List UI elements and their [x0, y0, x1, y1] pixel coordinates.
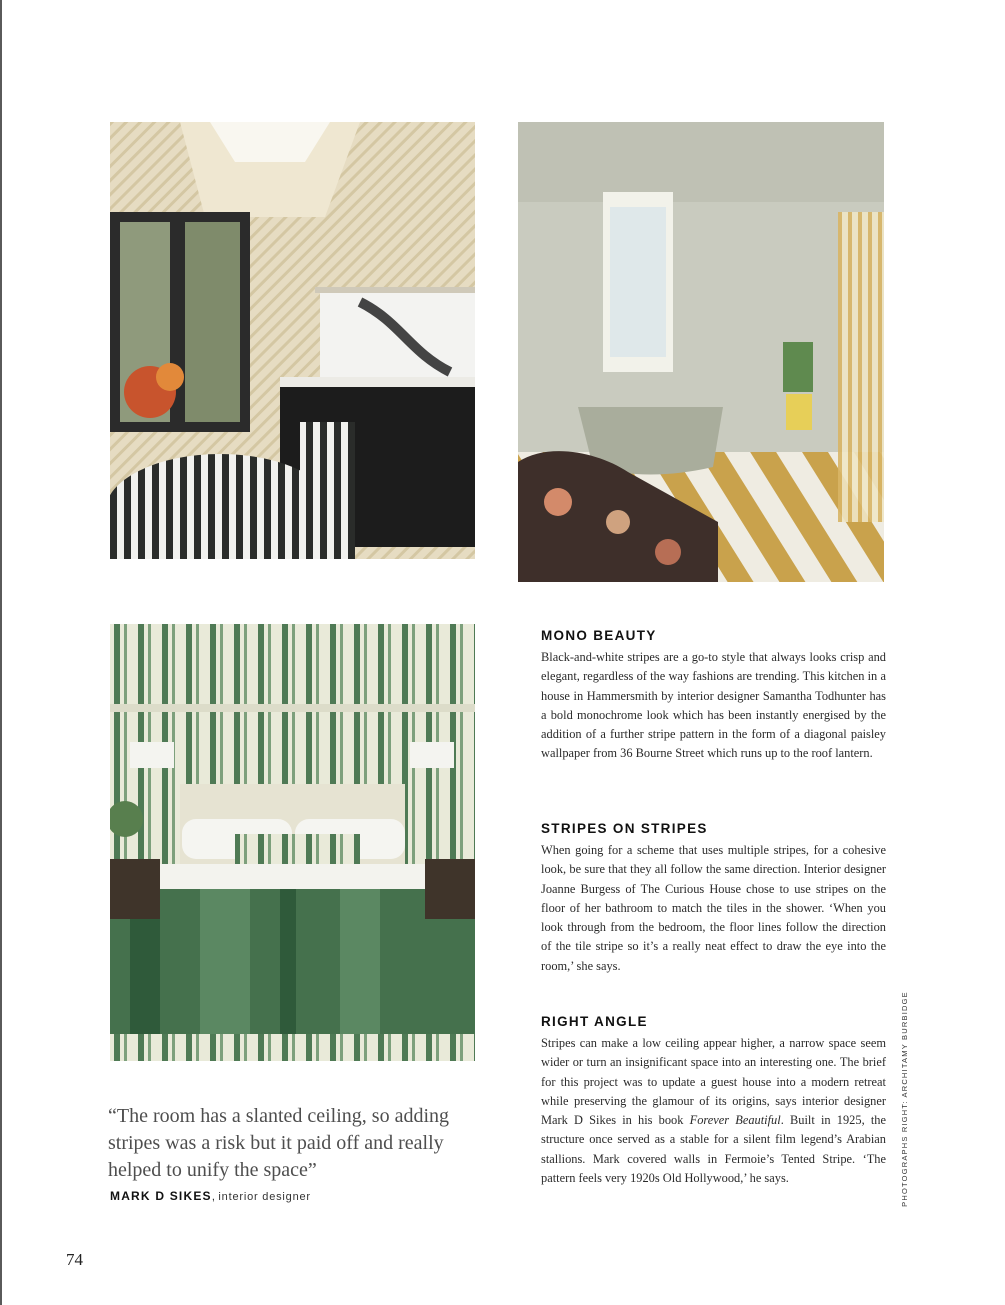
section-mono-beauty: [541, 628, 886, 764]
quote-author-role: interior designer: [218, 1191, 311, 1203]
section-right-angle: [541, 1014, 886, 1188]
page-edge-line: [0, 0, 2, 1305]
section-heading: MONO BEAUTY: [541, 628, 657, 643]
section-body: When going for a scheme that uses multiple stripes, for a cohesive look, be sure that they all follow the same direction. Interior designer Joanne Burgess of The Curious House chose to use stripes on the floor of her bathroom to match the tiles in the shower. ‘When you look through from the bedroom, the floor lines follow the direction of the tile stripe so it’s a really neat effect to draw the eye into the room,’ she says.: [541, 843, 886, 973]
body-text-after: . Built in 1925, the structure once served as a stable for a silent film legend’s Arabian stallions. Mark covered walls in Fermoie’s Tented Stripe. ‘The pattern feels very 1920s Old Hollywood,’ he says.: [541, 1113, 886, 1186]
bathroom-photo: [518, 122, 884, 582]
kitchen-photo: [110, 122, 475, 559]
section-heading: STRIPES ON STRIPES: [541, 821, 708, 836]
body-text-before: Stripes can make a low ceiling appear higher, a narrow space seem wider or turn an insignificant space into an interesting one. The brief for this project was to update a guest house into a modern retreat while preserving the glamour of its origins, says interior designer Mark D Sikes in his book: [541, 1036, 886, 1128]
bedroom-photo: [110, 624, 475, 1061]
page-number: 74: [66, 1250, 83, 1269]
book-title: Forever Beautiful: [689, 1113, 781, 1128]
section-stripes-on-stripes: [541, 821, 886, 976]
section-heading: RIGHT ANGLE: [541, 1014, 648, 1029]
quote-attribution: MARK D SIKES, interior designer: [110, 1189, 311, 1203]
quote-author: MARK D SIKES: [110, 1189, 212, 1203]
section-body: [541, 1034, 886, 1188]
pull-quote: “The room has a slanted ceiling, so adding stripes was a risk but it paid off and really helped to unify the space”: [108, 1105, 450, 1181]
section-body: Black-and-white stripes are a go-to style that always looks crisp and elegant, regardless of the way fashions are trending. This kitchen in a house in Hammersmith by interior designer Samantha Todhunter has a bold monochrome look which has been instantly energised by the addition of a further stripe pattern in the form of a diagonal paisley wallpaper from 36 Bourne Street which runs up to the roof lantern.: [541, 650, 886, 761]
photo-credit: PHOTOGRAPHS RIGHT: ARCHITAMY BURBIDGE: [900, 991, 909, 1207]
